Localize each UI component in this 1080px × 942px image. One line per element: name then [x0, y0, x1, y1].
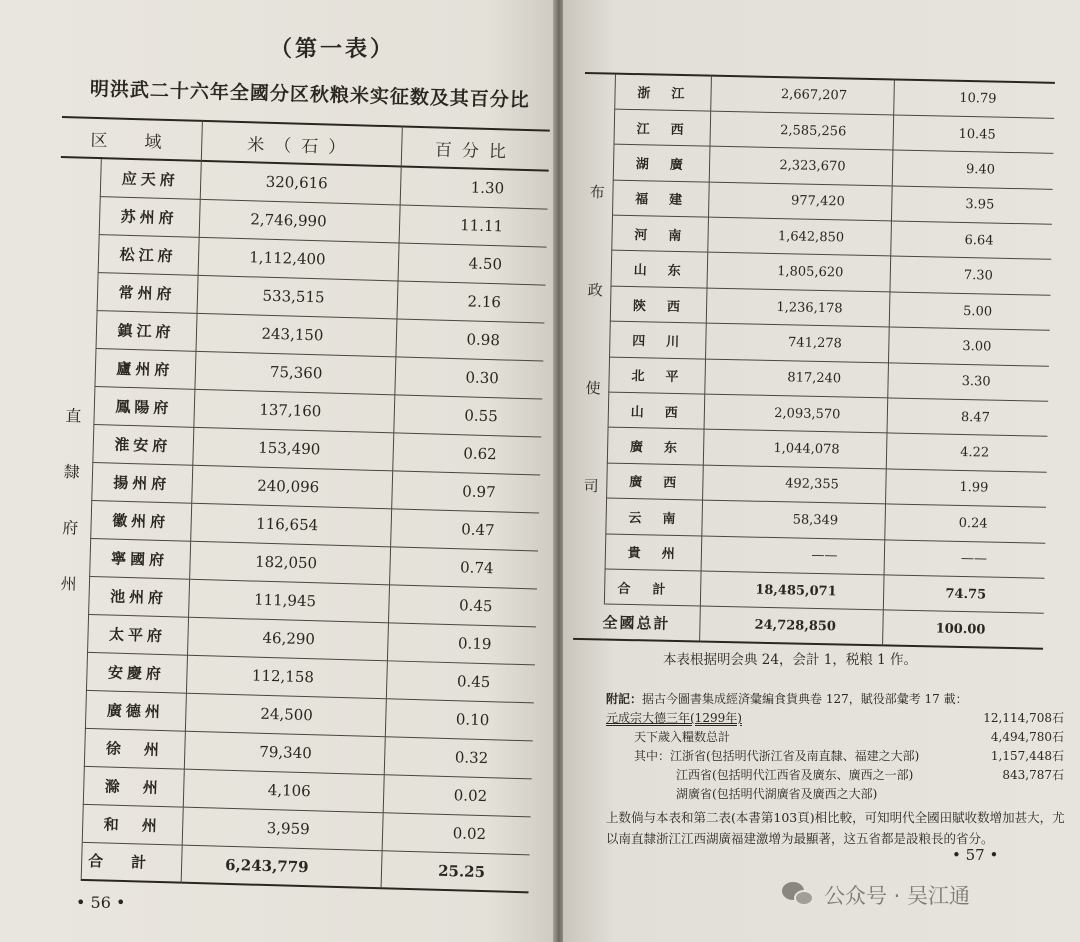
row-amount: 111,945 — [188, 579, 389, 623]
subtotal-name: 合計 — [604, 569, 701, 606]
watermark — [782, 880, 970, 910]
row-name: 廣 东 — [607, 427, 704, 464]
row-name: 貴 州 — [605, 534, 702, 571]
row-name: 太平府 — [87, 614, 188, 655]
row-percent: 11.11 — [399, 204, 548, 246]
row-name: 山 东 — [611, 251, 708, 288]
appendix-dynasty: 元成宗大德三年(1299年) 12,114,708石 — [606, 711, 1064, 725]
row-percent: 10.79 — [893, 79, 1055, 118]
row-amount: 58,349 — [702, 500, 885, 539]
row-percent: 3.00 — [888, 327, 1050, 366]
row-percent: 1.99 — [885, 469, 1047, 508]
row-amount: 79,340 — [184, 731, 385, 775]
row-percent: 2.16 — [396, 280, 545, 322]
appendix-note — [606, 690, 1076, 849]
header-amount: 米（石） — [201, 121, 402, 167]
row-name: 鎮江府 — [96, 310, 197, 351]
subtotal-amount: 18,485,071 — [700, 571, 883, 610]
row-amount: 1,236,178 — [706, 288, 889, 327]
row-name: 江 西 — [614, 109, 711, 146]
appendix-line: 其中：江浙省(包括明代浙江省及南直隸、福建之大部) 1,157,448石 — [634, 749, 1064, 763]
subtotal-percent: 74.75 — [883, 575, 1045, 614]
region-char: 隸 — [63, 461, 81, 482]
row-percent: 6.64 — [890, 221, 1052, 260]
row-amount: 1,805,620 — [707, 253, 890, 292]
row-name: 福 建 — [612, 180, 709, 217]
row-amount: —— — [701, 536, 884, 575]
row-amount: 1,044,078 — [703, 429, 886, 468]
region-char: 布 — [589, 183, 605, 202]
row-amount: 2,093,570 — [704, 394, 887, 433]
region-char: 直 — [65, 405, 82, 426]
page-number: • 56 • — [76, 893, 126, 912]
row-percent: 9.40 — [892, 150, 1054, 189]
row-name: 四 川 — [609, 321, 706, 358]
row-name: 湖 廣 — [613, 144, 710, 181]
row-percent: 1.30 — [400, 166, 549, 208]
row-name: 云 南 — [605, 498, 702, 535]
row-name: 寧國府 — [89, 538, 190, 579]
row-percent: 0.55 — [393, 394, 542, 436]
row-amount: 2,323,670 — [709, 146, 892, 185]
row-name: 应天府 — [100, 158, 201, 199]
row-percent: 0.45 — [386, 660, 535, 702]
row-amount: 3,959 — [182, 807, 383, 851]
row-percent: 0.32 — [384, 736, 533, 778]
row-percent: 0.02 — [382, 812, 531, 854]
row-percent: 8.47 — [886, 398, 1048, 437]
table-title: 明洪武二十六年全國分区秋粮米实征数及其百分比 — [89, 78, 531, 112]
row-percent: 0.98 — [395, 318, 544, 360]
row-percent: 0.97 — [391, 470, 540, 512]
row-amount: 4,106 — [183, 769, 384, 813]
row-name: 徐 州 — [84, 728, 185, 769]
row-name: 常州府 — [97, 272, 198, 313]
region-char: 府 — [61, 517, 79, 538]
row-name: 河 南 — [611, 215, 708, 252]
row-percent: 5.00 — [889, 292, 1051, 331]
row-percent: 3.30 — [887, 363, 1049, 402]
row-percent: 0.10 — [385, 698, 534, 740]
row-amount: 2,746,990 — [199, 199, 400, 243]
grain-table-left — [41, 116, 550, 893]
row-name: 池州府 — [88, 576, 189, 617]
page-number-right: • 57 • — [952, 846, 999, 864]
region-char: 司 — [583, 476, 599, 496]
row-percent: 0.19 — [387, 622, 536, 664]
row-name: 浙 江 — [614, 74, 711, 111]
row-name: 徽州府 — [90, 500, 191, 541]
row-name: 陝 西 — [610, 286, 707, 323]
appendix-paragraph: 上数倘与本表和第二表(本書第103頁)相比較，可知明代全國田賦收数增加甚大，尤以南直隸浙江江西湖廣福建激增为最顯著，这五省都是設粮長的省分。 — [606, 810, 1065, 846]
row-name: 廣德州 — [85, 690, 186, 731]
row-percent: 10.45 — [892, 115, 1054, 154]
row-amount: 1,642,850 — [708, 217, 891, 256]
row-amount: 492,355 — [703, 465, 886, 504]
header-region: 区 域 — [61, 117, 202, 161]
region-char: 使 — [585, 379, 601, 398]
wechat-icon — [782, 882, 816, 908]
row-amount: 153,490 — [192, 427, 393, 471]
appendix-intro — [606, 690, 1076, 709]
region-blank — [41, 841, 82, 880]
row-percent: 4.50 — [398, 242, 547, 284]
row-amount: 817,240 — [705, 359, 888, 398]
total-name: 合計 — [81, 842, 182, 883]
row-amount: 24,500 — [185, 693, 386, 737]
row-name: 苏州府 — [99, 196, 200, 237]
grand-total-amount: 24,728,850 — [700, 606, 883, 645]
row-amount: 46,290 — [187, 617, 388, 661]
row-amount: 2,585,256 — [710, 111, 893, 150]
total-percent: 25.25 — [381, 850, 530, 892]
row-name: 山 西 — [608, 392, 705, 429]
row-percent: 0.74 — [389, 546, 538, 588]
row-amount: 243,150 — [195, 313, 396, 357]
row-amount: 112,158 — [186, 655, 387, 699]
row-percent: 0.45 — [388, 584, 537, 626]
source-note: 本表根据明会典 24，会計 1，税粮 1 作。 — [663, 652, 918, 668]
row-percent: 0.24 — [884, 504, 1046, 543]
row-percent: 0.62 — [392, 432, 541, 474]
grain-table-right — [573, 72, 1055, 650]
row-name: 安慶府 — [86, 652, 187, 693]
row-amount: 977,420 — [709, 182, 892, 221]
appendix-intro-text: 据古今圖書集成經済彙編食貨典卷 127，賦役部彙考 17 載： — [642, 692, 968, 706]
appendix-label: 附記： — [606, 692, 643, 706]
row-name: 淮安府 — [92, 424, 193, 465]
header-percent: 百分比 — [401, 126, 550, 170]
row-percent: 0.30 — [394, 356, 543, 398]
row-amount: 75,360 — [194, 351, 395, 395]
row-amount: 533,515 — [197, 275, 398, 319]
row-amount: 240,096 — [191, 465, 392, 509]
row-name: 廬州府 — [94, 348, 195, 389]
row-percent: 7.30 — [889, 256, 1051, 295]
row-amount: 320,616 — [200, 161, 401, 205]
grand-total-percent: 100.00 — [882, 610, 1044, 649]
row-amount: 116,654 — [190, 503, 391, 547]
appendix-line: 湖廣省(包括明代湖廣省及廣西之大部) — [676, 787, 878, 801]
region-char: 州 — [60, 573, 77, 594]
row-amount: 182,050 — [189, 541, 390, 585]
row-amount: 2,667,207 — [711, 76, 894, 115]
row-percent: 4.22 — [886, 433, 1048, 472]
total-amount: 6,243,779 — [181, 845, 382, 889]
region-char: 政 — [587, 281, 603, 300]
grand-total-name: 全國总計 — [573, 604, 700, 642]
appendix-line: 天下歲入糧数总計 4,494,780石 — [634, 730, 1064, 744]
row-name: 鳳陽府 — [93, 386, 194, 427]
watermark-text: 公众号 · 吴江通 — [824, 884, 971, 908]
row-amount: 137,160 — [193, 389, 394, 433]
table-number: （第一表） — [270, 36, 396, 62]
row-name: 松江府 — [98, 234, 199, 275]
row-percent: 0.47 — [390, 508, 539, 550]
row-name: 和 州 — [82, 804, 183, 845]
row-amount: 741,278 — [706, 323, 889, 362]
row-name: 揚州府 — [91, 462, 192, 503]
row-percent: 3.95 — [891, 186, 1053, 225]
row-name: 北 平 — [608, 357, 705, 394]
row-percent: —— — [884, 539, 1046, 578]
appendix-line: 江西省(包括明代江西省及廣东、廣西之一部) 843,787石 — [676, 768, 1064, 782]
row-name: 廣 西 — [606, 463, 703, 500]
row-percent: 0.02 — [383, 774, 532, 816]
row-name: 滁 州 — [83, 766, 184, 807]
row-amount: 1,112,400 — [198, 237, 399, 281]
